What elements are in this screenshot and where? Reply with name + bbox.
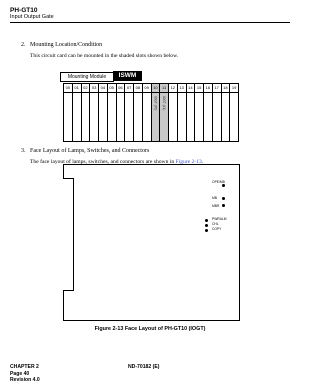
section-3-number: 3.: [21, 148, 26, 154]
mounting-module-name: ISWM: [113, 71, 142, 81]
figure-link[interactable]: Figure 2-13: [175, 159, 202, 165]
slot-number: 17: [213, 84, 221, 93]
header-rule: [10, 22, 290, 23]
ope-mb-switch: [222, 184, 225, 187]
slot-03: [90, 84, 99, 141]
section-3-body-text: The face layout of lamps, switches, and connectors are shown in: [30, 159, 176, 165]
faceplate-notch: [63, 178, 74, 291]
slot-14: [187, 84, 196, 141]
ope-mb-label: OPE/MB: [212, 180, 225, 184]
slot-17: [213, 84, 222, 141]
section-2-body: This circuit card can be mounted in the shaded slots shown below.: [30, 53, 179, 59]
footer-doc-number: ND-70182 (E): [128, 364, 160, 370]
slot-number: 13: [178, 84, 186, 93]
mb-label: MB: [212, 196, 217, 200]
slot-09: [143, 84, 152, 141]
slot-number: 07: [125, 84, 133, 93]
slot-number: 16: [204, 84, 212, 93]
mb-switch: [222, 197, 225, 200]
slot-11: [160, 84, 169, 141]
slot-16: [204, 84, 213, 141]
pwralm-label: PWRALM: [212, 217, 227, 221]
footer-chapter: CHAPTER 2: [10, 364, 39, 370]
slot-number: 04: [99, 84, 107, 93]
section-3-heading: Face Layout of Lamps, Switches, and Connectors: [30, 148, 150, 154]
slot-04: [99, 84, 108, 141]
slot-number: 11: [160, 84, 168, 93]
slot-01: [73, 84, 82, 141]
footer-revision: Revision 4.0: [10, 377, 40, 384]
slot-10: [152, 84, 161, 141]
slot-07: [125, 84, 134, 141]
slot-number: 09: [143, 84, 151, 93]
slot-number: 02: [82, 84, 90, 93]
slot-number: 19: [230, 84, 238, 93]
running-header-subtitle: Input Output Gate: [10, 14, 54, 20]
slot-number: 15: [195, 84, 203, 93]
slot-number: 00: [64, 84, 72, 93]
slot-15: [195, 84, 204, 141]
running-header-title: PH-GT10: [10, 7, 38, 14]
copy-lamp: [205, 229, 208, 232]
slot-card-label: IOGT (#0): [153, 96, 158, 111]
section-2-heading: Mounting Location/Condition: [30, 42, 103, 48]
slot-06: [117, 84, 126, 141]
slot-12: [169, 84, 178, 141]
slot-13: [178, 84, 187, 141]
chl-lamp: [205, 224, 208, 227]
slot-18: [222, 84, 231, 141]
slot-card-label: IOGT (#1): [162, 96, 167, 111]
section-2-number: 2.: [21, 42, 26, 48]
slot-number: 03: [90, 84, 98, 93]
mounting-module-label: Mounting Module: [60, 72, 114, 82]
slot-08: [134, 84, 143, 141]
slot-number: 01: [73, 84, 81, 93]
section-3-body-end: .: [201, 159, 204, 165]
slot-19: [230, 84, 238, 141]
mbr-label: MBR: [212, 204, 220, 208]
slot-diagram: [63, 83, 239, 142]
pwralm-lamp: [205, 219, 208, 222]
chl-label: CHL: [212, 222, 219, 226]
copy-label: COPY: [212, 227, 222, 231]
slot-00: [64, 84, 73, 141]
mbr-switch: [222, 204, 225, 207]
slot-number: 10: [152, 84, 160, 93]
footer-page: Page 40: [10, 370, 30, 377]
slot-05: [108, 84, 117, 141]
figure-caption: Figure 2-13 Face Layout of PH-GT10 (IOGT): [94, 326, 206, 332]
slot-number: 12: [169, 84, 177, 93]
slot-number: 14: [187, 84, 195, 93]
slot-number: 08: [134, 84, 142, 93]
faceplate-outline: [63, 164, 240, 321]
slot-number: 06: [117, 84, 125, 93]
slot-number: 18: [222, 84, 230, 93]
slot-02: [82, 84, 91, 141]
slot-number: 05: [108, 84, 116, 93]
